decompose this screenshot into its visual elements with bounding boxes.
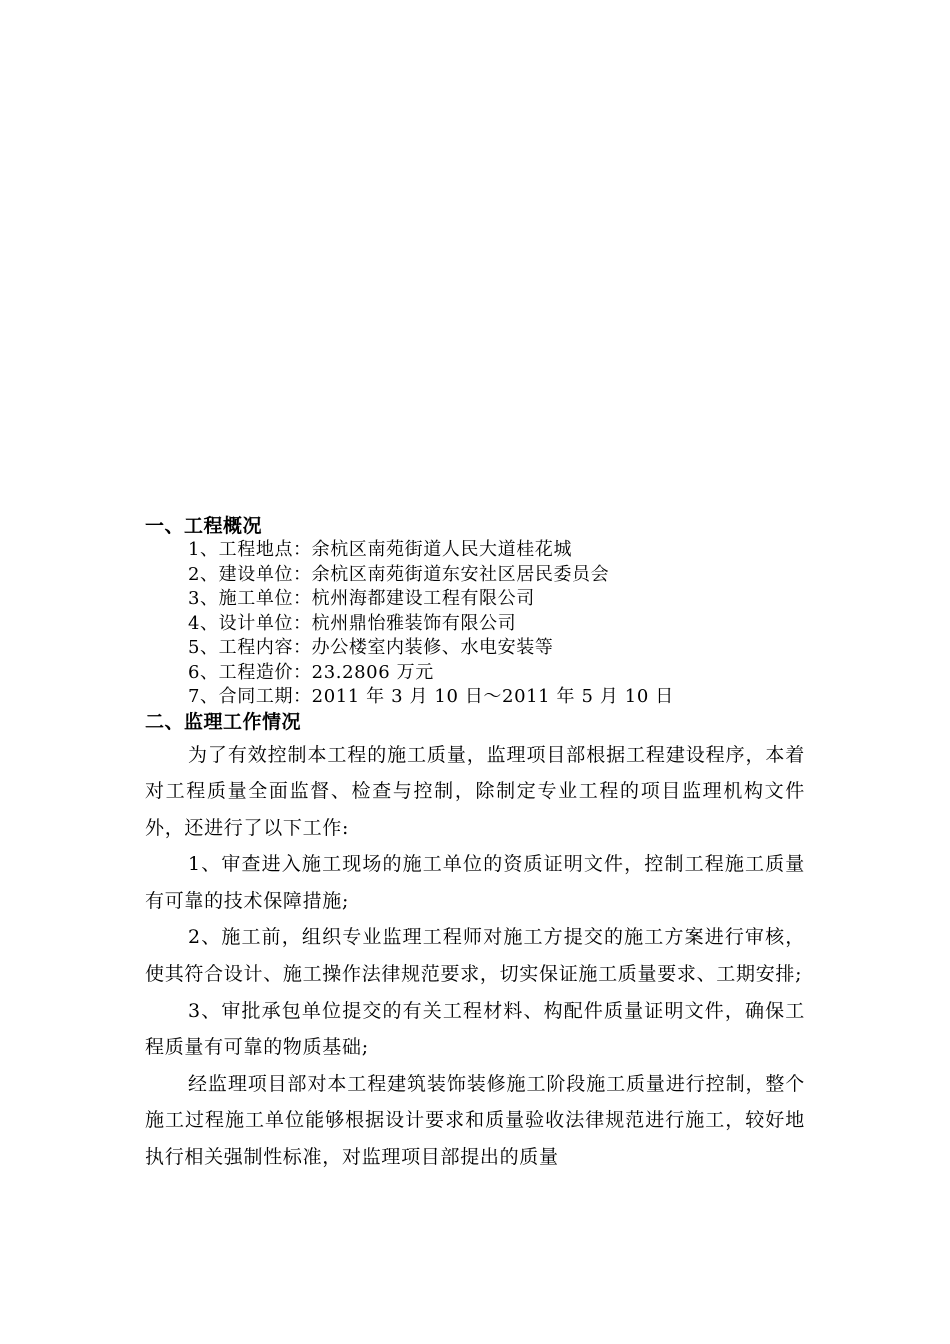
list-item-project-scope: 5、工程内容：办公楼室内装修、水电安装等 bbox=[188, 637, 554, 658]
project-overview-list bbox=[145, 538, 805, 710]
list-item-project-cost: 6、工程造价：23.2806 万元 bbox=[188, 661, 434, 683]
list-item-contract-period: 7、合同工期：2011 年 3 月 10 日～2011 年 5 月 10 日 bbox=[188, 686, 674, 707]
paragraph-summary: 经监理项目部对本工程建筑装饰装修施工阶段施工质量进行控制，整个施工过程施工单位能够根据设计要求和质量验收法律规范进行施工，较好地执行相关强制性标准，对监理项目部提出的质量 bbox=[145, 1072, 805, 1169]
list-item-owner-unit: 2、建设单位：余杭区南苑街道东安社区居民委员会 bbox=[188, 563, 610, 585]
list-item-project-location: 1、工程地点：余杭区南苑街道人民大道桂花城 bbox=[188, 539, 573, 560]
list-item-design-unit: 4、设计单位：杭州鼎怡雅装饰有限公司 bbox=[188, 612, 517, 634]
document-content bbox=[145, 514, 805, 1176]
paragraph-item-1: 1、审查进入施工现场的施工单位的资质证明文件，控制工程施工质量有可靠的技术保障措施; bbox=[145, 853, 805, 912]
section-heading-project-overview: 一、工程概况 bbox=[145, 515, 263, 537]
paragraph-intro: 为了有效控制本工程的施工质量，监理项目部根据工程建设程序，本着对工程质量全面监督、检查与控制，除制定专业工程的项目监理机构文件外，还进行了以下工作: bbox=[145, 743, 805, 839]
paragraph-item-2: 2、施工前，组织专业监理工程师对施工方提交的施工方案进行审核，使其符合设计、施工操作法律规范要求，切实保证施工质量要求、工期安排; bbox=[145, 926, 805, 986]
list-item-construction-unit: 3、施工单位：杭州海都建设工程有限公司 bbox=[188, 588, 535, 609]
section-heading-supervision-work: 二、监理工作情况 bbox=[145, 710, 302, 733]
paragraph-item-3: 3、审批承包单位提交的有关工程材料、构配件质量证明文件，确保工程质量有可靠的物质基础; bbox=[145, 999, 805, 1059]
